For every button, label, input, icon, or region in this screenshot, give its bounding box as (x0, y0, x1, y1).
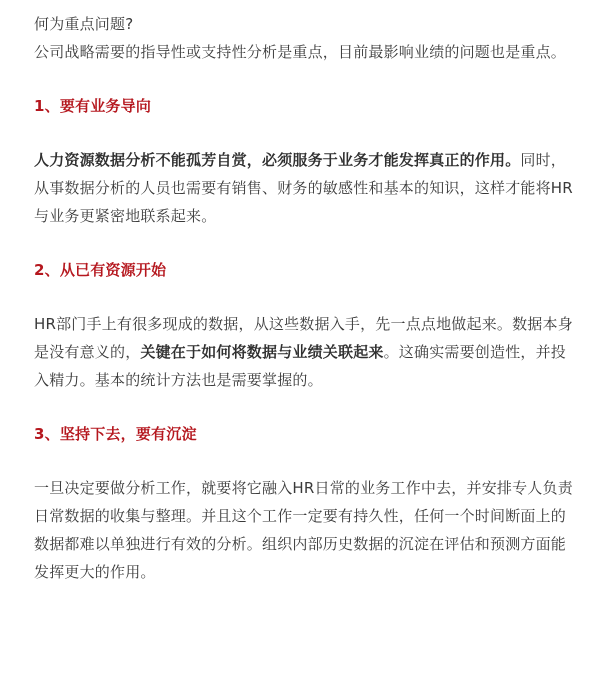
section-1-body-text: 同时，从事数据分析的人员也需要有销售、财务的敏感性和基本的知识，这样才能将HR与业务更紧密地联系起来。 (34, 151, 573, 225)
section-2-bold-text: 关键在于如何将数据与业绩关联起来 (140, 343, 384, 361)
section-1-paragraph (34, 146, 576, 230)
section-3-paragraph: 一旦决定要做分析工作，就要将它融入HR日常的业务工作中去，并安排专人负责日常数据的收集与整理。并且这个工作一定要有持久性，任何一个时间断面上的数据都难以单独进行有效的分析。组织内部历史数据的沉淀在评估和预测方面能发挥更大的作用。 (34, 479, 573, 581)
section-2-paragraph (34, 310, 576, 394)
spacer (34, 448, 576, 474)
section-1-heading: 1、要有业务导向 (34, 97, 152, 115)
spacer (34, 394, 576, 420)
intro-question: 何为重点问题? (34, 15, 134, 33)
spacer (34, 120, 576, 146)
section-2-body-text-1: HR部门手上有很多现成的数据，从这些数据入手，先一点点地做起来。数据本身是没有意义的， (34, 315, 573, 361)
section-2-heading: 2、从已有资源开始 (34, 261, 167, 279)
spacer (34, 230, 576, 256)
spacer (34, 284, 576, 310)
intro-body: 公司战略需要的指导性或支持性分析是重点，目前最影响业绩的问题也是重点。 (34, 43, 567, 61)
section-1-bold-text: 人力资源数据分析不能孤芳自赏，必须服务于业务才能发挥真正的作用。 (34, 151, 521, 169)
spacer (34, 66, 576, 92)
section-2-body-text-2: 。这确实需要创造性，并投入精力。基本的统计方法也是需要掌握的。 (34, 343, 567, 389)
section-3-heading: 3、坚持下去，要有沉淀 (34, 425, 197, 443)
